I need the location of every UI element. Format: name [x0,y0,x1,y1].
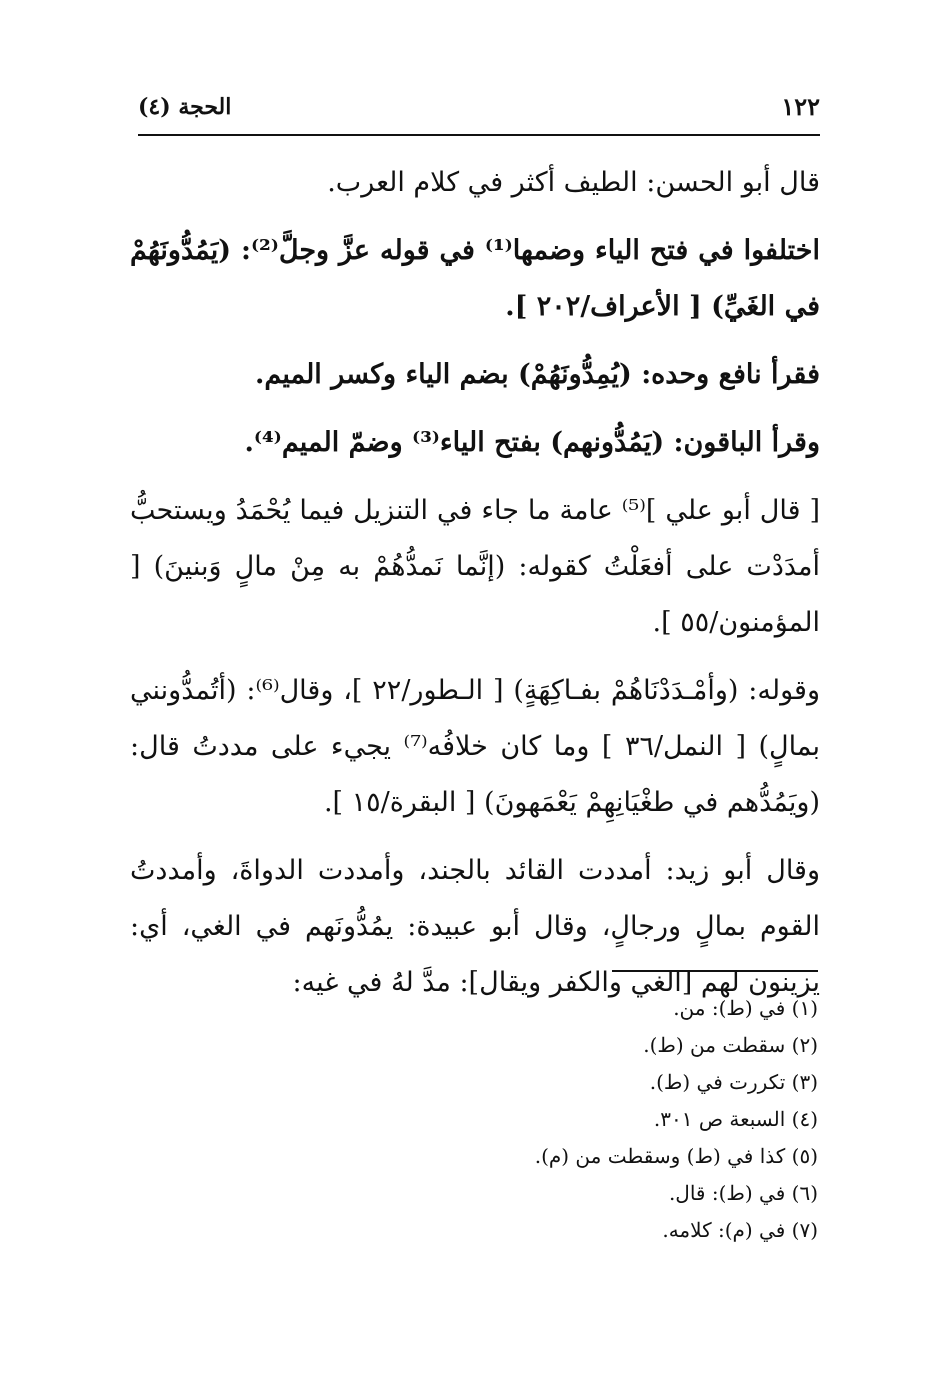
paragraph: وقوله: (وأمْـدَدْنَاهُمْ بفـاكِهَةٍ) [ الـطور/٢٢ ]، وقال⁽⁶⁾: (أتُمدُّونني بمالٍ) [ النمل/٣٦ ] وما كان خلافُه⁽⁷⁾ يجيء على مددتُ قال: (ويَمُدُّهم في طغْيَانِهِمْ يَعْمَهونَ) [ البقرة/١٥ ]. [130,675,820,818]
main-text [130,155,820,1023]
header-divider [138,134,820,136]
footnote: (٤) السبعة ص ٣٠١. [653,1107,818,1131]
paragraph: [ قال أبو علي ]⁽⁵⁾ عامة ما جاء في التنزيل فيما يُحْمَدُ ويستحبُّ أمدَدْت على أفعَلْتُ كقوله: (إنَّما نَمدُّهُمْ به مِنْ مالٍ وَبنينَ) [ المؤمنون/٥٥ ]. [130,495,820,638]
paragraph: وقرأ الباقون: (يَمُدُّونهم) بفتح الياء⁽³⁾ وضمّ الميم⁽⁴⁾. [244,427,820,458]
footnote: (٦) في (ط): قال. [668,1181,818,1205]
paragraph: فقرأ نافع وحده: (يُمِدُّونَهُمْ) بضم الياء وكسر الميم. [254,359,820,390]
footnote: (١) في (ط): من. [673,996,818,1020]
footnote-divider [612,970,818,972]
footnotes [300,990,818,1249]
paragraph: وقال أبو زيد: أمددت القائد بالجند، وأمددت الدواةَ، وأمددتُ القوم بمالٍ ورجالٍ، وقال أبو عبيدة: يمُدُّونَهم في الغي، أي: يزينون لهم [الغي والكفر ويقال]: مدَّ لهُ في غيه: [130,855,820,998]
footnote: (٥) كذا في (ط) وسقطت من (م). [534,1144,818,1168]
running-header [138,88,820,128]
footnote: (٧) في (م): كلامه. [662,1218,818,1242]
paragraph: قال أبو الحسن: الطيف أكثر في كلام العرب. [327,167,820,198]
footnote: (٣) تكررت في (ط). [649,1070,818,1094]
paragraph: اختلفوا في فتح الياء وضمها⁽¹⁾ في قوله عزَّ وجلَّ⁽²⁾: (يَمُدُّونَهُمْ في الغَيِّ) [ الأعراف/٢٠٢ ]. [130,235,820,322]
header-title: الحجة (٤) [138,94,232,120]
page-number: ١٢٢ [781,92,820,121]
footnote: (٢) سقطت من (ط). [643,1033,818,1057]
